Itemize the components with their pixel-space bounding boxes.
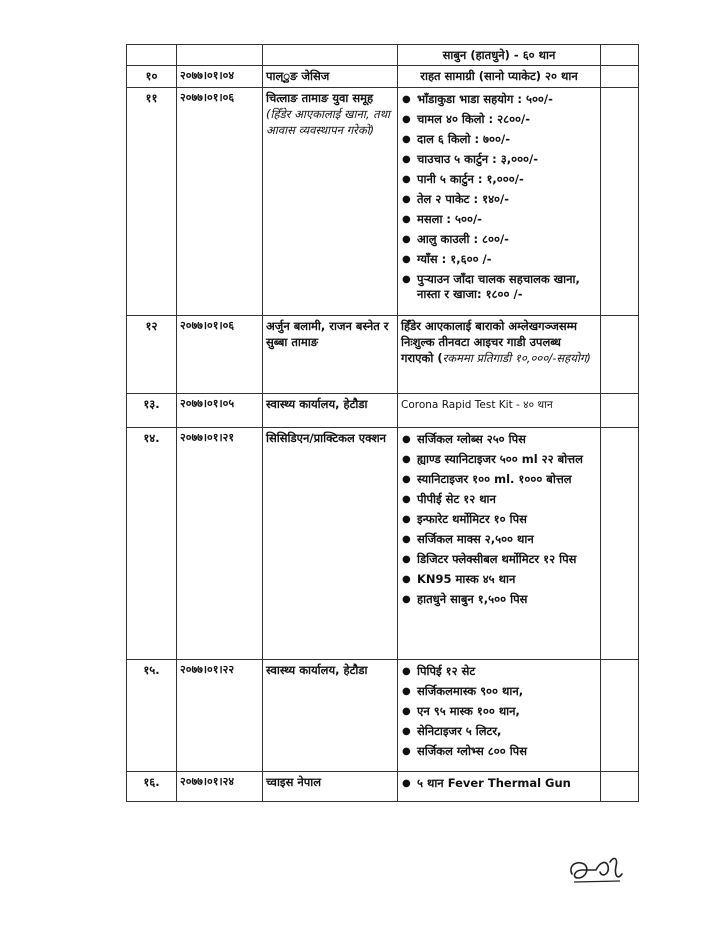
serial-number (127, 45, 177, 66)
date-cell: २०७७।०१।०६ (177, 316, 263, 394)
serial-number: १० (127, 66, 177, 88)
table-row (127, 66, 639, 88)
list-item: ● पुऱ्याउन जाँदा चालक सहचालक खाना, नास्ता र खाजा: १८०० /- (401, 272, 597, 302)
table-row (127, 394, 639, 428)
serial-number: १५. (127, 660, 177, 772)
item-list (401, 776, 597, 791)
table-row (127, 316, 639, 394)
donor-name (263, 316, 398, 394)
description-text: Corona Rapid Test Kit - ४० थान (401, 399, 553, 411)
list-item: ● मसला : ५००/- (401, 212, 597, 227)
serial-number: १४. (127, 428, 177, 660)
list-item: ● KN95 मास्क ४५ थान (401, 572, 597, 587)
list-item: ● आलु काउली : ८००/- (401, 232, 597, 247)
donor-name-text: चित्लाङ तामाङ युवा समूह (266, 91, 374, 105)
description-cell (398, 428, 601, 660)
list-item: ● ह्याण्ड स्यानिटाइजर ५०० ml २२ बोत्तल (401, 452, 597, 467)
list-item: ● पानी ५ कार्टुन : १,०००/- (401, 172, 597, 187)
list-item: ● पिपिई १२ सेट (401, 664, 597, 679)
list-item: ● सेनिटाइजर ५ लिटर, (401, 724, 597, 739)
description-text: हिँडेर आएकालाई बाराको अम्लेखगञ्जसम्म निःशुल्क तीनवटा आइचर गाडी उपलब्ध गराएको ( (401, 319, 577, 365)
remarks-cell (601, 66, 639, 88)
description-cell (398, 66, 601, 88)
list-item: ● सर्जिकल ग्लोभ्स ८०० पिस (401, 744, 597, 759)
list-item: ● सर्जिकलमास्क ९०० थान, (401, 684, 597, 699)
list-item: ● सर्जिकल ग्लोब्स २५० पिस (401, 432, 597, 447)
donor-note: (हिँडेर आएकालाई खाना, तथा आवास व्यवस्थापन गरेको) (266, 107, 391, 137)
serial-number: ११ (127, 88, 177, 316)
description-note: रकममा प्रतिगाडी १०,०००/-सहयोग) (442, 351, 591, 365)
table-row (127, 772, 639, 802)
list-item: ● पीपीई सेट १२ थान (401, 492, 597, 507)
description-text: राहत सामाग्री (सानो प्याकेट) २० थान (420, 69, 578, 83)
list-item: ● इन्फारेट थर्मोमिटर १० पिस (401, 512, 597, 527)
list-item: ● भाँडाकुडा भाडा सहयोग : ५००/- (401, 92, 597, 107)
list-item: ● हातधुने साबुन १,५०० पिस (401, 592, 597, 607)
item-list (401, 432, 597, 607)
item-list (401, 92, 597, 302)
list-item: ● डिजिटर फ्लेक्सीबल थर्मोमिटर १२ पिस (401, 552, 597, 567)
serial-number: १३. (127, 394, 177, 428)
list-item: ● ५ थान Fever Thermal Gun (401, 776, 597, 791)
description-cell (398, 772, 601, 802)
list-item: ● दाल ६ किलो : ७००/- (401, 132, 597, 147)
description-cell (398, 316, 601, 394)
donor-name-text: स्वास्थ्य कार्यालय, हेटौडा (266, 663, 368, 677)
donor-name-text: अर्जुन बलामी, राजन बस्नेत र सुब्बा तामाङ (266, 319, 389, 349)
remarks-cell (601, 316, 639, 394)
list-item: ● सर्जिकल माक्स २,५०० थान (401, 532, 597, 547)
table-row (127, 660, 639, 772)
donor-name (263, 660, 398, 772)
donor-name (263, 394, 398, 428)
remarks-cell (601, 772, 639, 802)
remarks-cell (601, 394, 639, 428)
list-item: ● एन ९५ मास्क १०० थान, (401, 704, 597, 719)
date-cell: २०७७।०१।०६ (177, 88, 263, 316)
description-cell (398, 394, 601, 428)
table-row (127, 45, 639, 66)
description-cell (398, 660, 601, 772)
donor-name-text: च्वाइस नेपाल (266, 775, 322, 789)
donor-name-text: पाल्ुङ जेसिज (266, 69, 330, 83)
date-cell: २०७७।०१।०५ (177, 394, 263, 428)
description-text: साबुन (हातधुने) - ६० थान (442, 48, 556, 62)
table-row (127, 428, 639, 660)
description-cell (398, 45, 601, 66)
remarks-cell (601, 88, 639, 316)
date-cell: २०७७।०१।२१ (177, 428, 263, 660)
item-list (401, 664, 597, 759)
description-cell (398, 88, 601, 316)
date-cell: २०७७।०१।२४ (177, 772, 263, 802)
remarks-cell (601, 428, 639, 660)
date-cell: २०७७।०१।०४ (177, 66, 263, 88)
list-item: ● ग्याँस : १,६०० /- (401, 252, 597, 267)
list-item: ● स्यानिटाइजर १०० ml. १००० बोत्तल (401, 472, 597, 487)
donation-table (126, 44, 639, 802)
serial-number: १६. (127, 772, 177, 802)
date-cell (177, 45, 263, 66)
serial-number: १२ (127, 316, 177, 394)
signature (566, 852, 628, 886)
donor-name (263, 88, 398, 316)
remarks-cell (601, 660, 639, 772)
list-item: ● चामल ४० किलो : २८००/- (401, 112, 597, 127)
donor-name-text: स्वास्थ्य कार्यालय, हेटौडा (266, 397, 368, 411)
donor-name (263, 45, 398, 66)
table-row (127, 88, 639, 316)
remarks-cell (601, 45, 639, 66)
list-item: ● चाउचाउ ५ कार्टुन : ३,०००/- (401, 152, 597, 167)
donor-name (263, 66, 398, 88)
donor-name-text: सिसिडिएन/प्राक्टिकल एक्शन (266, 431, 387, 445)
donor-name (263, 772, 398, 802)
list-item: ● तेल २ पाकेट : १४०/- (401, 192, 597, 207)
date-cell: २०७७।०१।२२ (177, 660, 263, 772)
donor-name (263, 428, 398, 660)
